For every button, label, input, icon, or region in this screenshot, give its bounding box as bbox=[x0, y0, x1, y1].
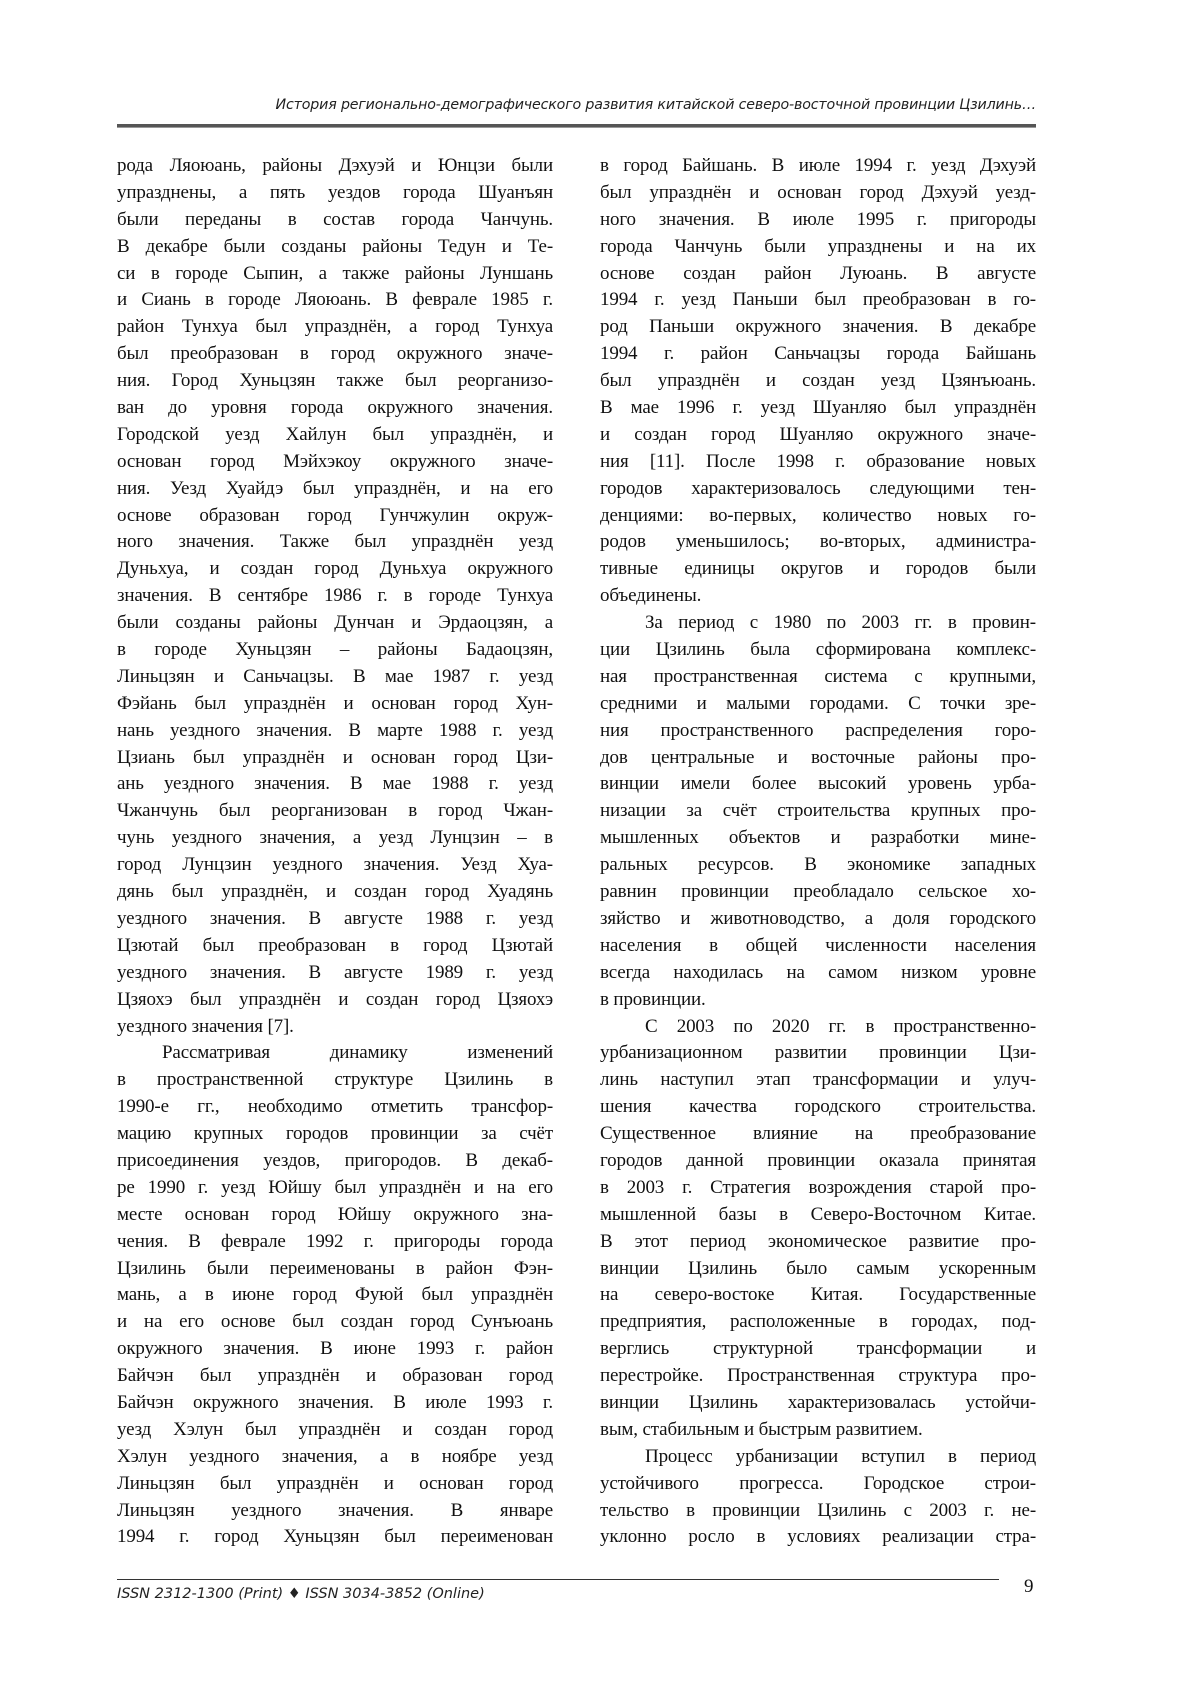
text-line: основе образован город Гунчжулин окруж- bbox=[117, 504, 553, 526]
text-line: в пространственной структуре Цзилинь в bbox=[117, 1069, 553, 1091]
left-column bbox=[117, 153, 553, 1551]
text-line: Процесс урбанизации вступил в период bbox=[645, 1445, 1036, 1467]
paragraph bbox=[600, 610, 1036, 1013]
text-line: в 2003 г. Стратегия возрождения старой про- bbox=[600, 1176, 1036, 1198]
text-line: си в городе Сыпин, а также районы Луншань bbox=[117, 262, 553, 284]
text-line: В этот период экономическое развитие про- bbox=[600, 1230, 1036, 1252]
text-line: городов характеризовалось следующими тен- bbox=[600, 477, 1036, 499]
paragraph bbox=[117, 153, 553, 1040]
text-line: дов центральные и восточные районы про- bbox=[600, 746, 1036, 768]
text-line: Линьцзян был упразднён и основан город bbox=[117, 1472, 553, 1494]
text-line: Фэйань был упразднён и основан город Хун- bbox=[117, 692, 553, 714]
footer-issn: ISSN 2312-1300 (Print) ♦ ISSN 3034-3852 (Online) bbox=[117, 1586, 485, 1602]
text-line: Дуньхуа, и создан город Дуньхуа окружного bbox=[117, 558, 553, 580]
text-line: зяйство и животноводство, а доля городского bbox=[600, 907, 1036, 929]
text-line: уезд Хэлун был упразднён и создан город bbox=[117, 1418, 553, 1440]
text-line: ань уездного значения. В мае 1988 г. уезд bbox=[117, 773, 553, 795]
text-line: 1990-е гг., необходимо отметить трансфор- bbox=[117, 1096, 553, 1118]
text-line: были переданы в состав города Чанчунь. bbox=[117, 208, 553, 230]
text-line: чунь уездного значения, а уезд Лунцзин – в bbox=[117, 827, 553, 849]
text-line: предприятия, расположенные в городах, под- bbox=[600, 1311, 1036, 1333]
text-line: города Чанчунь были упразднены и на их bbox=[600, 235, 1036, 257]
text-line: С 2003 по 2020 гг. в пространственно- bbox=[645, 1015, 1036, 1037]
text-line: объединены. bbox=[600, 585, 702, 607]
paragraph bbox=[600, 153, 1036, 610]
text-line: город Лунцзин уездного значения. Уезд Хуа- bbox=[117, 854, 553, 876]
text-line: винции Цзилинь было самым ускоренным bbox=[600, 1257, 1036, 1279]
running-header: История регионально-демографического развития китайской северо-восточной провинции Цзилинь… bbox=[275, 97, 1036, 113]
text-line: Цзютай был преобразован в город Цзютай bbox=[117, 934, 553, 956]
text-line: уклонно росло в условиях реализации стра- bbox=[600, 1526, 1036, 1548]
text-line: дянь был упразднён, и создан город Хуадянь bbox=[117, 881, 553, 903]
text-line: был упразднён и основан город Дэхуэй уезд- bbox=[600, 181, 1036, 203]
text-line: и создан город Шуанляо окружного значе- bbox=[600, 423, 1036, 445]
paragraph bbox=[600, 1014, 1036, 1444]
text-line: ре 1990 г. уезд Юйшу был упразднён и на его bbox=[117, 1176, 553, 1198]
text-line: ния. Город Хуньцзян также был реорганизо- bbox=[117, 370, 553, 392]
text-line: Рассматривая динамику изменений bbox=[162, 1042, 553, 1064]
text-line: ного значения. Также был упразднён уезд bbox=[117, 531, 553, 553]
text-line: в город Байшань. В июле 1994 г. уезд Дэхуэй bbox=[600, 155, 1036, 176]
text-line: уездного значения. В августе 1988 г. уезд bbox=[117, 907, 553, 929]
text-line: 1994 г. уезд Паньши был преобразован в го- bbox=[600, 289, 1036, 311]
text-line: в провинции. bbox=[600, 988, 706, 1010]
text-line: Городской уезд Хайлун был упразднён, и bbox=[117, 423, 553, 445]
text-line: был упразднён и создан уезд Цзянъюань. bbox=[600, 370, 1036, 392]
text-line: Цзяохэ был упразднён и создан город Цзяохэ bbox=[117, 988, 553, 1010]
text-line: уездного значения. В августе 1989 г. уезд bbox=[117, 961, 553, 983]
text-line: всегда находилась на самом низком уровне bbox=[600, 961, 1036, 983]
text-line: средними и малыми городами. С точки зре- bbox=[600, 692, 1036, 714]
text-line: В мае 1996 г. уезд Шуанляо был упразднён bbox=[600, 397, 1036, 419]
text-line: винции имели более высокий уровень урба- bbox=[600, 773, 1036, 795]
text-line: 1994 г. город Хуньцзян был переименован bbox=[117, 1526, 553, 1548]
text-line: вым, стабильным и быстрым развитием. bbox=[600, 1418, 923, 1440]
text-line: урбанизационном развитии провинции Цзи- bbox=[600, 1042, 1036, 1064]
text-line: Чжанчунь был реорганизован в город Чжан- bbox=[117, 800, 553, 822]
text-line: винции Цзилинь характеризовалась устойчи- bbox=[600, 1391, 1036, 1413]
text-line: месте основан город Юйшу окружного зна- bbox=[117, 1203, 553, 1225]
footer-rule bbox=[117, 1579, 999, 1580]
text-line: Цзилинь были переименованы в район Фэн- bbox=[117, 1257, 553, 1279]
text-line: тельство в провинции Цзилинь с 2003 г. не- bbox=[600, 1499, 1036, 1521]
text-line: Байчэн окружного значения. В июле 1993 г. bbox=[117, 1391, 553, 1413]
text-line: уездного значения [7]. bbox=[117, 1015, 294, 1037]
text-line: населения в общей численности населения bbox=[600, 934, 1036, 956]
text-line: Цзиань был упразднён и основан город Цзи- bbox=[117, 746, 553, 768]
text-line: ван до уровня города окружного значения. bbox=[117, 397, 553, 419]
text-line: верглись структурной трансформации и bbox=[600, 1338, 1036, 1360]
text-line: ния. Уезд Хуайдэ был упразднён, и на его bbox=[117, 477, 553, 499]
text-line: были созданы районы Дунчан и Эрдаоцзян, а bbox=[117, 612, 553, 634]
text-line: род Паньши окружного значения. В декабре bbox=[600, 316, 1036, 338]
text-line: присоединения уездов, пригородов. В декаб- bbox=[117, 1149, 553, 1171]
text-line: ции Цзилинь была сформирована комплекс- bbox=[600, 639, 1036, 661]
text-line: низации за счёт строительства крупных про- bbox=[600, 800, 1036, 822]
right-column bbox=[600, 153, 1036, 1551]
text-line: мацию крупных городов провинции за счёт bbox=[117, 1123, 553, 1145]
text-line: и на его основе был создан город Сунъюань bbox=[117, 1311, 553, 1333]
text-line: чения. В феврале 1992 г. пригороды города bbox=[117, 1230, 553, 1252]
text-line: родов уменьшилось; во-вторых, администра- bbox=[600, 531, 1036, 553]
text-line: шения качества городского строительства. bbox=[600, 1096, 1036, 1118]
text-line: В декабре были созданы районы Тедун и Те- bbox=[117, 235, 553, 257]
text-line: район Тунхуа был упразднён, а город Тунхуа bbox=[117, 316, 553, 338]
text-line: мань, а в июне город Фуюй был упразднён bbox=[117, 1284, 553, 1306]
text-line: нань уездного значения. В марте 1988 г. уезд bbox=[117, 719, 553, 741]
text-line: основе создан район Луюань. В августе bbox=[600, 262, 1036, 284]
text-line: рода Ляоюань, районы Дэхуэй и Юнцзи были bbox=[117, 155, 553, 176]
text-line: Линьцзян и Саньчацзы. В мае 1987 г. уезд bbox=[117, 665, 553, 687]
text-line: ральных ресурсов. В экономике западных bbox=[600, 854, 1036, 876]
text-line: в городе Хуньцзян – районы Бадаоцзян, bbox=[117, 639, 553, 661]
text-line: на северо-востоке Китая. Государственные bbox=[600, 1284, 1036, 1306]
text-line: окружного значения. В июне 1993 г. район bbox=[117, 1338, 553, 1360]
text-line: тивные единицы округов и городов были bbox=[600, 558, 1036, 580]
text-line: ного значения. В июле 1995 г. пригороды bbox=[600, 208, 1036, 230]
text-line: Хэлун уездного значения, а в ноябре уезд bbox=[117, 1445, 553, 1467]
header-rule bbox=[117, 124, 1036, 128]
text-line: 1994 г. район Саньчацзы города Байшань bbox=[600, 343, 1036, 365]
text-line: ная пространственная система с крупными, bbox=[600, 665, 1036, 687]
page-number: 9 bbox=[1024, 1576, 1034, 1597]
text-line: значения. В сентябре 1986 г. в городе Тунхуа bbox=[117, 585, 553, 607]
text-line: мышленных объектов и разработки мине- bbox=[600, 827, 1036, 849]
text-line: ния [11]. После 1998 г. образование новых bbox=[600, 450, 1036, 472]
text-line: и Сиань в городе Ляоюань. В феврале 1985 г. bbox=[117, 289, 553, 311]
paragraph bbox=[600, 1444, 1036, 1552]
text-line: упразднены, а пять уездов города Шуанъян bbox=[117, 181, 553, 203]
text-line: мышленной базы в Северо-Восточном Китае. bbox=[600, 1203, 1036, 1225]
text-line: Байчэн был упразднён и образован город bbox=[117, 1365, 553, 1387]
text-line: был преобразован в город окружного значе- bbox=[117, 343, 553, 365]
text-line: За период с 1980 по 2003 гг. в провин- bbox=[645, 612, 1036, 634]
text-line: Линьцзян уездного значения. В январе bbox=[117, 1499, 553, 1521]
paragraph bbox=[117, 1040, 553, 1551]
text-line: денциями: во-первых, количество новых го- bbox=[600, 504, 1036, 526]
text-line: равнин провинции преобладало сельское хо- bbox=[600, 881, 1036, 903]
text-line: перестройке. Пространственная структура про- bbox=[600, 1365, 1036, 1387]
text-line: Существенное влияние на преобразование bbox=[600, 1123, 1036, 1145]
text-line: городов данной провинции оказала принятая bbox=[600, 1149, 1036, 1171]
text-line: линь наступил этап трансформации и улуч- bbox=[600, 1069, 1036, 1091]
text-line: устойчивого прогресса. Городское строи- bbox=[600, 1472, 1036, 1494]
text-line: основан город Мэйхэкоу окружного значе- bbox=[117, 450, 553, 472]
text-line: ния пространственного распределения горо- bbox=[600, 719, 1036, 741]
